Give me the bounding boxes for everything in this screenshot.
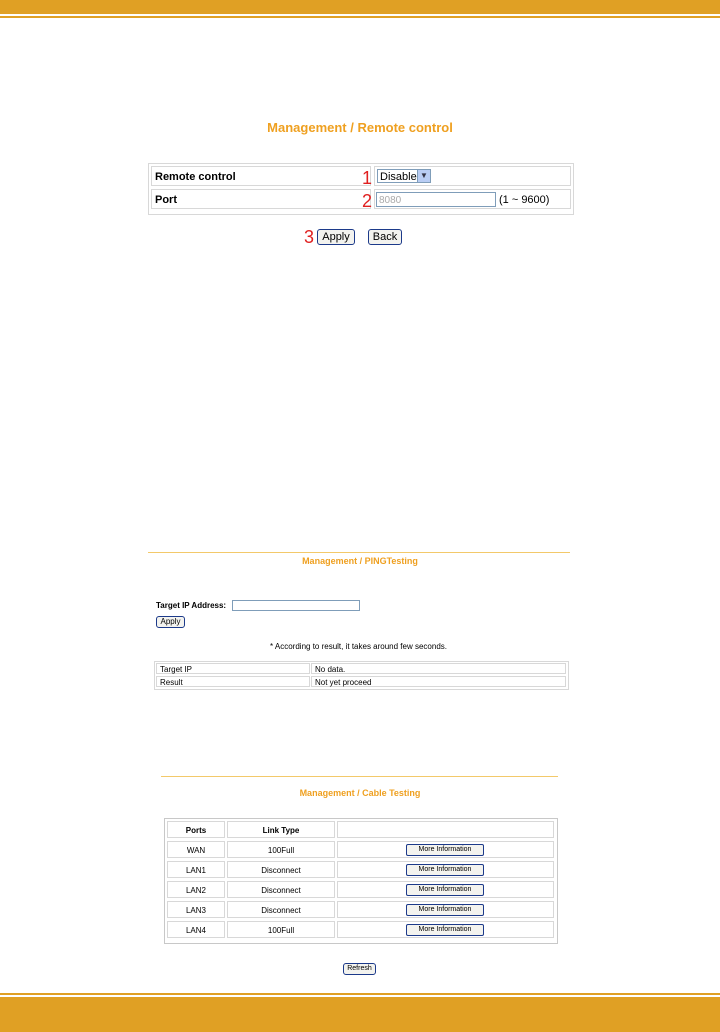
ping-row-label: Target IP bbox=[156, 663, 310, 674]
port-cell: LAN3 bbox=[167, 901, 225, 918]
link-type-header: Link Type bbox=[227, 821, 335, 838]
marker-2: 2 bbox=[362, 191, 373, 211]
link-cell: 100Full bbox=[227, 921, 335, 938]
target-ip-label: Target IP Address: bbox=[156, 601, 227, 610]
action-header bbox=[337, 821, 554, 838]
chevron-down-icon[interactable]: ▼ bbox=[417, 170, 430, 182]
refresh-button[interactable]: Refresh bbox=[343, 963, 376, 975]
remote-control-row bbox=[151, 166, 571, 188]
ping-apply-button[interactable]: Apply bbox=[156, 616, 185, 628]
ports-header: Ports bbox=[167, 821, 225, 838]
port-cell: WAN bbox=[167, 841, 225, 858]
bottom-band bbox=[0, 997, 720, 1032]
action-cell bbox=[337, 901, 554, 918]
ping-row-value: Not yet proceed bbox=[311, 676, 566, 687]
ping-divider bbox=[148, 552, 570, 553]
apply-button[interactable]: Apply bbox=[317, 229, 355, 245]
marker-1: 1 bbox=[362, 168, 373, 188]
link-cell: 100Full bbox=[227, 841, 335, 858]
ping-title: Management / PINGTesting bbox=[302, 556, 418, 566]
action-cell bbox=[337, 841, 554, 858]
port-label: Port bbox=[151, 189, 371, 209]
remote-control-label: Remote control bbox=[151, 166, 371, 186]
top-band bbox=[0, 0, 720, 14]
action-cell bbox=[337, 881, 554, 898]
more-information-button[interactable]: More Information bbox=[406, 904, 484, 916]
top-band-line bbox=[0, 16, 720, 18]
remote-control-table bbox=[148, 163, 574, 215]
action-cell bbox=[337, 861, 554, 878]
remote-control-title: Management / Remote control bbox=[267, 120, 453, 135]
port-value-cell bbox=[374, 189, 571, 209]
target-ip-input[interactable] bbox=[232, 600, 360, 611]
port-range: (1 ~ 9600) bbox=[499, 194, 550, 206]
port-input[interactable]: 8080 bbox=[376, 192, 496, 207]
port-cell: LAN1 bbox=[167, 861, 225, 878]
action-cell bbox=[337, 921, 554, 938]
remote-control-select[interactable] bbox=[377, 169, 431, 183]
link-cell: Disconnect bbox=[227, 861, 335, 878]
more-information-button[interactable]: More Information bbox=[406, 924, 484, 936]
ping-row-label: Result bbox=[156, 676, 310, 687]
port-cell: LAN2 bbox=[167, 881, 225, 898]
remote-control-value-cell bbox=[374, 166, 571, 186]
ping-row-value: No data. bbox=[311, 663, 566, 674]
port-cell: LAN4 bbox=[167, 921, 225, 938]
remote-control-select-value: Disable bbox=[380, 171, 417, 183]
link-cell: Disconnect bbox=[227, 881, 335, 898]
cable-table bbox=[164, 818, 558, 944]
marker-3: 3 bbox=[304, 227, 315, 247]
more-information-button[interactable]: More Information bbox=[406, 864, 484, 876]
cable-title: Management / Cable Testing bbox=[299, 788, 421, 798]
port-row bbox=[151, 189, 571, 211]
cable-divider bbox=[161, 776, 558, 777]
link-cell: Disconnect bbox=[227, 901, 335, 918]
bottom-band-line bbox=[0, 993, 720, 995]
ping-result-table bbox=[154, 661, 569, 690]
more-information-button[interactable]: More Information bbox=[406, 844, 484, 856]
more-information-button[interactable]: More Information bbox=[406, 884, 484, 896]
back-button[interactable]: Back bbox=[368, 229, 402, 245]
ping-note: * According to result, it takes around few seconds. bbox=[270, 642, 447, 651]
